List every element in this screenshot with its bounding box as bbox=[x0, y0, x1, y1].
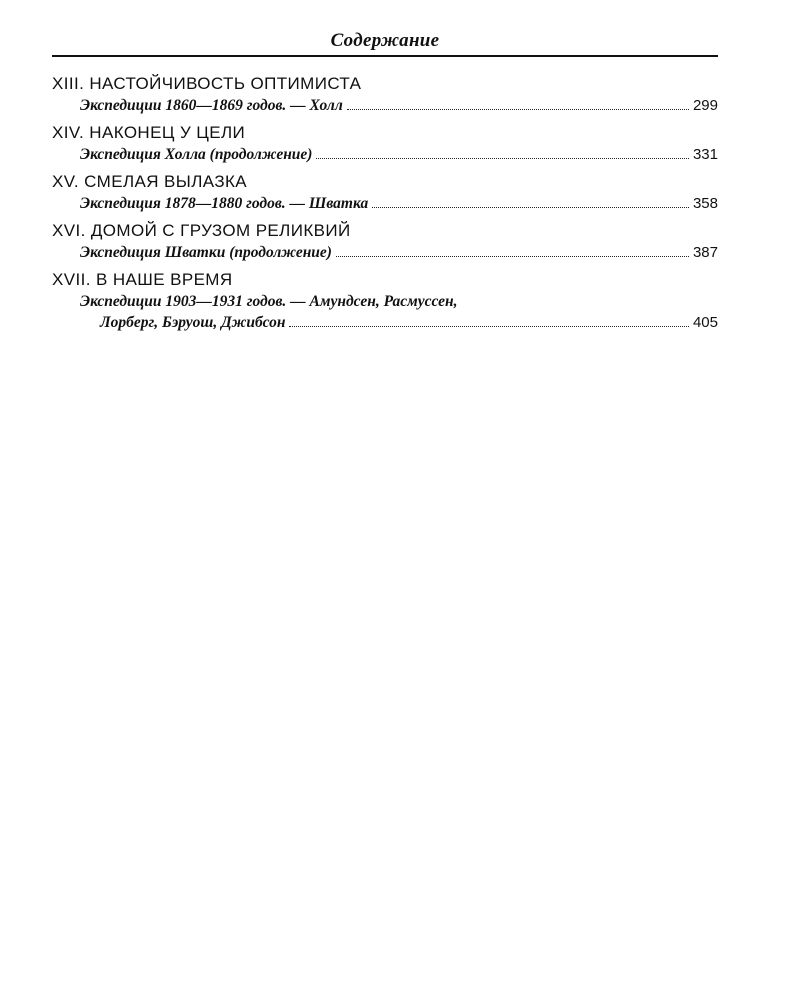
dot-leader bbox=[336, 256, 689, 257]
page-number: 299 bbox=[692, 97, 718, 114]
toc-entry[interactable] bbox=[52, 95, 718, 116]
header-rule bbox=[52, 55, 718, 57]
chapter-title: XIV. НАКОНЕЦ У ЦЕЛИ bbox=[52, 123, 246, 142]
toc-chapter-14 bbox=[52, 122, 718, 165]
toc-entry[interactable] bbox=[52, 193, 718, 214]
chapter-title: XVII. В НАШЕ ВРЕМЯ bbox=[52, 270, 233, 289]
dot-leader bbox=[289, 326, 689, 327]
page-number: 387 bbox=[692, 244, 718, 261]
entry-text: Экспедиция Холла (продолжение) bbox=[80, 146, 313, 163]
running-head: Содержание bbox=[330, 30, 440, 51]
toc-entry[interactable] bbox=[52, 144, 718, 165]
table-of-contents bbox=[52, 73, 718, 339]
toc-entry[interactable] bbox=[52, 242, 718, 263]
chapter-title: XIII. НАСТОЙЧИВОСТЬ ОПТИМИСТА bbox=[52, 74, 362, 93]
page-number: 405 bbox=[692, 314, 718, 331]
dot-leader bbox=[347, 109, 689, 110]
toc-chapter-13 bbox=[52, 73, 718, 116]
toc-chapter-16 bbox=[52, 220, 718, 263]
entry-text: Экспедиция 1878—1880 годов. — Шватка bbox=[80, 195, 369, 212]
page-number: 358 bbox=[692, 195, 718, 212]
page-number: 331 bbox=[692, 146, 718, 163]
entry-text-first-line: Экспедиции 1903—1931 годов. — Амундсен, Расмуссен, bbox=[80, 293, 458, 310]
entry-text: Лорберг, Бэруош, Джибсон bbox=[100, 314, 286, 331]
chapter-title: XVI. ДОМОЙ С ГРУЗОМ РЕЛИКВИЙ bbox=[52, 221, 351, 240]
chapter-title: XV. СМЕЛАЯ ВЫЛАЗКА bbox=[52, 172, 248, 191]
dot-leader bbox=[372, 207, 689, 208]
dot-leader bbox=[316, 158, 688, 159]
toc-chapter-17 bbox=[52, 269, 718, 333]
toc-entry[interactable] bbox=[52, 312, 718, 333]
entry-text: Экспедиция Шватки (продолжение) bbox=[80, 244, 332, 261]
toc-chapter-15 bbox=[52, 171, 718, 214]
entry-text: Экспедиции 1860—1869 годов. — Холл bbox=[80, 97, 343, 114]
